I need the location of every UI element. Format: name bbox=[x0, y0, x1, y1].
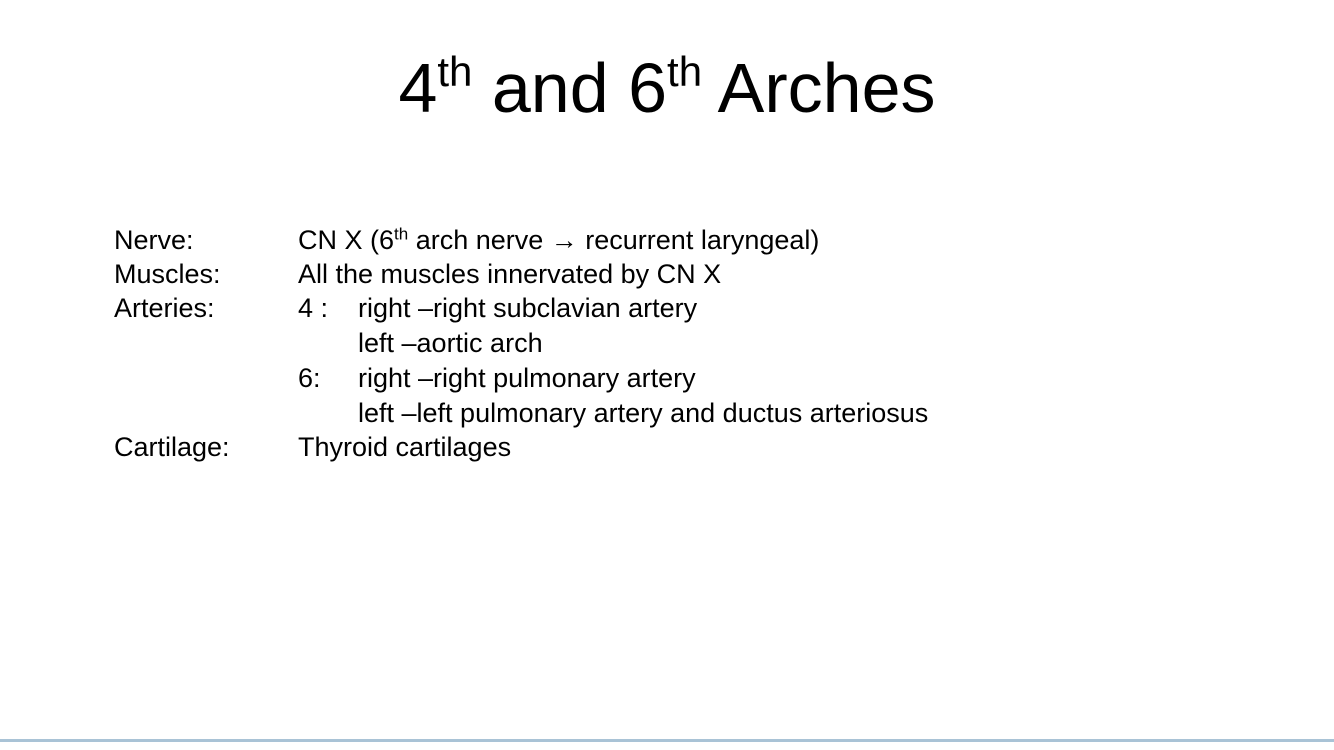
title-superscript: th bbox=[667, 47, 703, 95]
artery-line: right –right pulmonary artery bbox=[358, 363, 696, 393]
artery-line: right –right subclavian artery bbox=[358, 293, 698, 323]
slide-title bbox=[0, 44, 1334, 132]
nerve-value: CN X (6th arch nerve → recurrent laryngeal) bbox=[298, 224, 820, 255]
nerve-label: Nerve: bbox=[114, 225, 194, 255]
title-text: Arches bbox=[702, 49, 936, 127]
muscles-label: Muscles: bbox=[114, 259, 221, 289]
title-text: and 6 bbox=[472, 49, 668, 127]
arteries-label: Arteries: bbox=[114, 293, 215, 323]
muscles-value: All the muscles innervated by CN X bbox=[298, 259, 722, 289]
artery-line: left –left pulmonary artery and ductus arteriosus bbox=[358, 398, 929, 428]
bottom-divider bbox=[0, 739, 1334, 742]
arch-number: 4 : bbox=[298, 293, 329, 323]
title-superscript: th bbox=[437, 47, 473, 95]
cartilage-value: Thyroid cartilages bbox=[298, 432, 512, 462]
title-text: 4 bbox=[398, 49, 438, 127]
artery-line: left –aortic arch bbox=[358, 328, 543, 358]
arch-number: 6: bbox=[298, 363, 321, 393]
cartilage-label: Cartilage: bbox=[114, 432, 230, 462]
